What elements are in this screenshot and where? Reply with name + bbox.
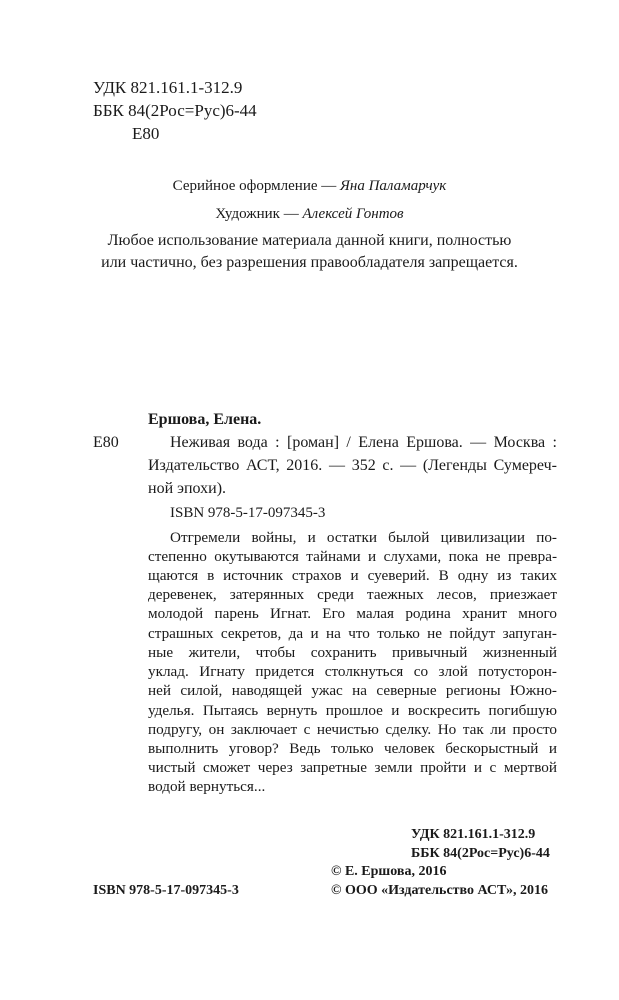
catalog-mark: Е80 [93, 434, 119, 451]
copyright-notice-line-1: Любое использование материала данной книги, полностью [107, 232, 512, 249]
annotation-line: ные жители, чтобы сохранить привычный жизненный [148, 644, 557, 661]
footer-udk: УДК 821.161.1-312.9 [411, 827, 536, 842]
annotation-line: уклад. Игнату придется столкнуться со злой потусторон- [148, 663, 557, 680]
annotation-line: водой вернуться... [148, 778, 266, 795]
annotation-line: щаются в источник страхов и суеверий. В одну из таких [148, 567, 557, 584]
catalog-isbn: ISBN 978-5-17-097345-3 [170, 505, 326, 521]
copyright-notice-line-2: или частично, без разрешения правообладателя запрещается. [101, 254, 518, 271]
annotation-line: страшных секретов, да и на что только не пойдут запуган- [148, 625, 557, 642]
annotation-line: степенно окутываются тайнами и слухами, пока не превра- [148, 548, 557, 565]
annotation-line: молодой парень Игнат. Его малая родина хранит много [148, 605, 557, 622]
author-mark: Е80 [132, 124, 160, 143]
copyright-author: © Е. Ершова, 2016 [331, 864, 447, 879]
annotation-line: деревенек, затерянных среди таежных лесов, приезжает [148, 586, 557, 603]
footer-bbk: ББК 84(2Рос=Рус)6-44 [411, 846, 550, 861]
catalog-description-line-3: ной эпохи). [148, 480, 227, 497]
artist-name: Алексей Гонтов [302, 206, 404, 222]
series-design-label: Серийное оформление — [172, 178, 341, 194]
annotation-line: уделья. Пытаясь вернуть прошлое и воскресить погибшую [148, 702, 557, 719]
catalog-description-line-1: Неживая вода : [роман] / Елена Ершова. — Москва : [170, 434, 557, 451]
footer-isbn: ISBN 978-5-17-097345-3 [93, 883, 239, 898]
annotation-line: подругу, он заключает с нечистью сделку. Но так ли просто [148, 721, 557, 738]
bbk-code: ББК 84(2Рос=Рус)6-44 [93, 101, 257, 120]
annotation-line: ней силой, наводящей ужас на северные регионы Южно- [148, 682, 557, 699]
series-design-credit [0, 177, 619, 196]
annotation-line: Отгремели войны, и остатки былой цивилизации по- [170, 529, 557, 546]
catalog-description-line-2: Издательство АСТ, 2016. — 352 с. — (Легенды Сумереч- [148, 457, 557, 474]
artist-label: Художник — [215, 206, 303, 222]
artist-credit [0, 205, 619, 224]
annotation-line: выполнить уговор? Ведь только человек бескорыстный и [148, 740, 557, 757]
series-design-name: Яна Паламарчук [340, 178, 447, 194]
catalog-author: Ершова, Елена. [148, 411, 262, 428]
copyright-publisher: © ООО «Издательство АСТ», 2016 [331, 883, 549, 898]
udk-code: УДК 821.161.1-312.9 [93, 78, 243, 97]
annotation-line: чистый сможет через запретные земли пройти и с мертвой [148, 759, 557, 776]
